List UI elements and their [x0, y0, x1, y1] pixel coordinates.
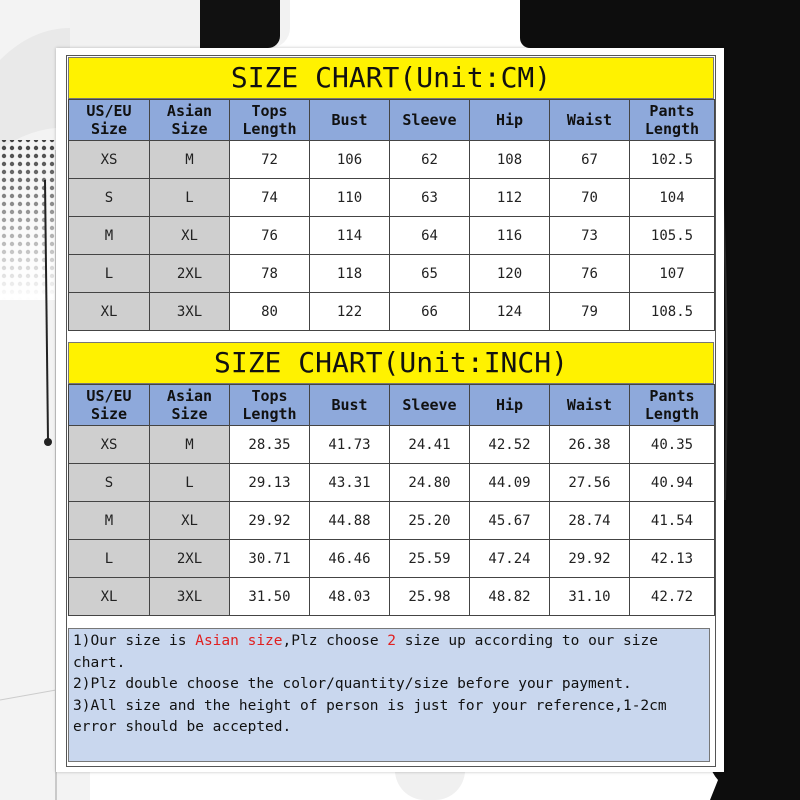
- cell-us-eu-size: M: [69, 502, 150, 540]
- cell-bust: 118: [310, 255, 390, 293]
- table-row: [69, 293, 715, 331]
- cell-bust: 114: [310, 217, 390, 255]
- header-asian-size: Asian Size: [150, 385, 230, 426]
- header-sleeve: Sleeve: [390, 100, 470, 141]
- cell-tops-length: 80: [230, 293, 310, 331]
- cell-waist: 26.38: [550, 426, 630, 464]
- table-row: [69, 255, 715, 293]
- cell-bust: 44.88: [310, 502, 390, 540]
- cell-us-eu-size: L: [69, 255, 150, 293]
- cell-pants-length: 107: [630, 255, 715, 293]
- cell-bust: 48.03: [310, 578, 390, 616]
- cell-waist: 70: [550, 179, 630, 217]
- cm-chart-title: SIZE CHART(Unit:CM): [68, 57, 714, 99]
- cell-sleeve: 62: [390, 141, 470, 179]
- header-waist: Waist: [550, 385, 630, 426]
- cell-waist: 67: [550, 141, 630, 179]
- cell-bust: 43.31: [310, 464, 390, 502]
- cell-hip: 42.52: [470, 426, 550, 464]
- cell-tops-length: 29.92: [230, 502, 310, 540]
- cell-tops-length: 74: [230, 179, 310, 217]
- cell-sleeve: 66: [390, 293, 470, 331]
- table-row: [69, 426, 715, 464]
- cell-hip: 48.82: [470, 578, 550, 616]
- header-asian-size: Asian Size: [150, 100, 230, 141]
- cell-hip: 47.24: [470, 540, 550, 578]
- cell-tops-length: 72: [230, 141, 310, 179]
- table-row: [69, 502, 715, 540]
- header-waist: Waist: [550, 100, 630, 141]
- cell-asian-size: XL: [150, 217, 230, 255]
- cell-us-eu-size: S: [69, 464, 150, 502]
- inch-size-table: [68, 384, 715, 616]
- note-1: [73, 631, 709, 674]
- cell-asian-size: XL: [150, 502, 230, 540]
- cell-us-eu-size: XS: [69, 426, 150, 464]
- cell-waist: 31.10: [550, 578, 630, 616]
- cell-sleeve: 65: [390, 255, 470, 293]
- cell-asian-size: 3XL: [150, 293, 230, 331]
- note-3: 3)All size and the height of person is just for your reference,1-2cm error should be accepted.: [73, 697, 667, 735]
- size-chart-sheet: [56, 48, 724, 772]
- cell-us-eu-size: XL: [69, 293, 150, 331]
- note-1-text-c: size up according to our size chart.: [73, 633, 658, 671]
- cell-asian-size: 2XL: [150, 255, 230, 293]
- cell-tops-length: 29.13: [230, 464, 310, 502]
- cell-sleeve: 63: [390, 179, 470, 217]
- note-1-asian-size-highlight: Asian size: [195, 633, 283, 649]
- cell-hip: 112: [470, 179, 550, 217]
- cell-sleeve: 64: [390, 217, 470, 255]
- header-tops-length: Tops Length: [230, 385, 310, 426]
- cell-waist: 76: [550, 255, 630, 293]
- cell-waist: 28.74: [550, 502, 630, 540]
- cell-waist: 79: [550, 293, 630, 331]
- header-us-eu-size: US/EU Size: [69, 100, 150, 141]
- cell-tops-length: 78: [230, 255, 310, 293]
- note-1-text-b: ,Plz choose: [282, 633, 388, 649]
- cell-waist: 29.92: [550, 540, 630, 578]
- cell-hip: 120: [470, 255, 550, 293]
- note-2: 2)Plz double choose the color/quantity/size before your payment.: [73, 676, 632, 692]
- cell-asian-size: 3XL: [150, 578, 230, 616]
- cell-sleeve: 24.80: [390, 464, 470, 502]
- cell-pants-length: 42.13: [630, 540, 715, 578]
- cell-asian-size: M: [150, 426, 230, 464]
- cm-header-row: [69, 100, 715, 141]
- cell-pants-length: 42.72: [630, 578, 715, 616]
- cell-bust: 122: [310, 293, 390, 331]
- size-chart-frame: [66, 55, 716, 767]
- table-row: [69, 578, 715, 616]
- header-hip: Hip: [470, 100, 550, 141]
- cell-pants-length: 105.5: [630, 217, 715, 255]
- cell-pants-length: 41.54: [630, 502, 715, 540]
- size-notes: [68, 628, 710, 762]
- header-pants-length: Pants Length: [630, 385, 715, 426]
- cell-sleeve: 24.41: [390, 426, 470, 464]
- cell-pants-length: 102.5: [630, 141, 715, 179]
- inch-header-row: [69, 385, 715, 426]
- cell-pants-length: 40.94: [630, 464, 715, 502]
- cell-hip: 108: [470, 141, 550, 179]
- note-1-size-up-number: 2: [387, 633, 397, 649]
- cell-sleeve: 25.98: [390, 578, 470, 616]
- header-tops-length: Tops Length: [230, 100, 310, 141]
- cell-hip: 116: [470, 217, 550, 255]
- header-pants-length: Pants Length: [630, 100, 715, 141]
- cell-sleeve: 25.20: [390, 502, 470, 540]
- cell-hip: 45.67: [470, 502, 550, 540]
- header-bust: Bust: [310, 100, 390, 141]
- cell-bust: 46.46: [310, 540, 390, 578]
- cell-us-eu-size: XS: [69, 141, 150, 179]
- cell-waist: 73: [550, 217, 630, 255]
- cell-pants-length: 40.35: [630, 426, 715, 464]
- header-us-eu-size: US/EU Size: [69, 385, 150, 426]
- cell-pants-length: 104: [630, 179, 715, 217]
- header-bust: Bust: [310, 385, 390, 426]
- cell-us-eu-size: M: [69, 217, 150, 255]
- hood-lining-image: [200, 0, 280, 48]
- cell-us-eu-size: L: [69, 540, 150, 578]
- cell-hip: 44.09: [470, 464, 550, 502]
- cell-tops-length: 30.71: [230, 540, 310, 578]
- cell-asian-size: 2XL: [150, 540, 230, 578]
- table-row: [69, 464, 715, 502]
- cell-us-eu-size: S: [69, 179, 150, 217]
- cell-tops-length: 31.50: [230, 578, 310, 616]
- cell-tops-length: 76: [230, 217, 310, 255]
- cell-bust: 41.73: [310, 426, 390, 464]
- cell-tops-length: 28.35: [230, 426, 310, 464]
- table-row: [69, 141, 715, 179]
- cell-waist: 27.56: [550, 464, 630, 502]
- table-row: [69, 179, 715, 217]
- header-hip: Hip: [470, 385, 550, 426]
- cell-bust: 110: [310, 179, 390, 217]
- cell-sleeve: 25.59: [390, 540, 470, 578]
- note-1-text-a: 1)Our size is: [73, 633, 196, 649]
- table-row: [69, 540, 715, 578]
- inch-chart-title: SIZE CHART(Unit:INCH): [68, 342, 714, 384]
- cm-size-table: [68, 99, 715, 331]
- header-sleeve: Sleeve: [390, 385, 470, 426]
- cell-asian-size: L: [150, 179, 230, 217]
- cell-bust: 106: [310, 141, 390, 179]
- cell-asian-size: L: [150, 464, 230, 502]
- cell-hip: 124: [470, 293, 550, 331]
- table-row: [69, 217, 715, 255]
- cell-us-eu-size: XL: [69, 578, 150, 616]
- cell-pants-length: 108.5: [630, 293, 715, 331]
- cell-asian-size: M: [150, 141, 230, 179]
